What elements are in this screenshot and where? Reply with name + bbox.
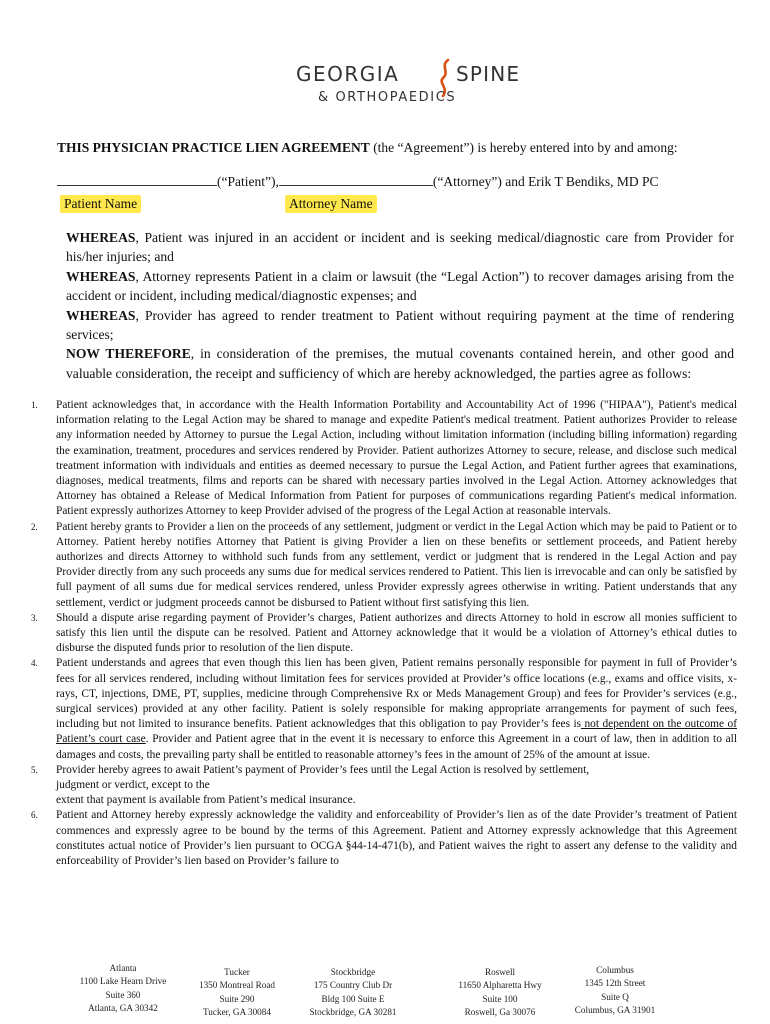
attorney-name-blank[interactable] bbox=[279, 173, 433, 186]
recital-text: , Attorney represents Patient in a claim or lawsuit (the “Legal Action”) to recover damages arising from the accident or incident, including medical/diagnostic expenses; and bbox=[66, 268, 734, 304]
office-address: 11650 Alpharetta Hwy bbox=[458, 980, 542, 991]
recital-keyword: WHEREAS bbox=[66, 307, 136, 323]
recital bbox=[66, 267, 734, 306]
clause-4 bbox=[0, 656, 770, 762]
office-suite: Suite 290 bbox=[219, 993, 255, 1004]
recital bbox=[66, 228, 734, 267]
office-tucker bbox=[182, 966, 292, 1020]
clause-number: 4. bbox=[31, 658, 38, 669]
office-name: Roswell bbox=[484, 967, 516, 977]
clause-line: judgment or verdict, except to the bbox=[56, 779, 210, 792]
clause-number: 6. bbox=[31, 810, 38, 821]
office-city: Columbus, GA 31901 bbox=[574, 1005, 656, 1016]
office-roswell bbox=[440, 966, 560, 1020]
office-suite: Suite 100 bbox=[482, 993, 518, 1004]
clause-text: Patient and Attorney hereby expressly acknowledge the validity and enforceability of Provider’s lien as of the date Provider’s treatment of Patient commences and expressly agree to be bound by the terms of this Agreement. Patient and Attorney expressly acknowledge that this Agreement constitutes actual notice of Provider’s lien pursuant to OCGA §44-14-471(b), and Patient waives the right to assert any defense to the validity and enforceability of Provider’s lien based on Provider’s failure to bbox=[56, 809, 737, 868]
office-address: 1100 Lake Hearn Drive bbox=[79, 976, 167, 987]
clause-text-part: . Provider and Patient agree that in the event it is necessary to enforce this Agreement in a court of law, then in addition to all damages and costs, the prevailing party shall be entitled to reasonable attorney’s fees in the amount of 25% of the amount at issue. bbox=[56, 733, 737, 761]
recital-text: , Patient was injured in an accident or incident and is seeking medical/diagnostic care from Provider for his/her injuries; and bbox=[66, 230, 734, 265]
clause-text-underlined: not dependent on the outcome of Patient’s court case bbox=[56, 718, 737, 746]
clause-number: 1. bbox=[31, 400, 38, 410]
company-logo bbox=[296, 62, 521, 112]
clause-6 bbox=[0, 808, 770, 869]
clause-text: Patient acknowledges that, in accordance with the Health Information Portability and Accountability Act of 1996 ("HIPAA"), Patient's medical information relating to the Legal Action may be shared to manage and expedite Patient's medical treatment. Patient authorizes Provider to release any information needed by Attorney to pursue the Legal Action, including without limitation information (including billing information) regarding the examination, treatment, procedures and services rendered by Provider. Patient authorizes Attorney to secure, release, and disclose such medical treatment information with individuals and entities as deemed necessary to pursue the Legal Action, and Patient further agrees that examinations, diagnoses, medical treatments, films and reports can be shared with necessary parties involved in the Legal Action. Attorney acknowledges that Attorney has obtained a Release of Medical Information from Patient for purposes of communications regarding Patient's medical information. Patient expressly authorizes Attorney to keep Provider advised of the progress of the Legal Action at reasonable intervals. bbox=[56, 399, 737, 518]
recital-text: , Provider has agreed to render treatment to Patient without requiring payment at the time of rendering services; bbox=[66, 307, 734, 343]
office-city: Roswell, Ga 30076 bbox=[464, 1007, 536, 1018]
recital-text: , in consideration of the premises, the mutual covenants contained herein, and other good and valuable consideration, the receipt and sufficiency of which are hereby acknowledged, the parties agree as follows: bbox=[66, 346, 734, 381]
logo-georgia: GEORGIA bbox=[296, 62, 400, 86]
party-line bbox=[57, 173, 658, 190]
recital-keyword: WHEREAS bbox=[66, 268, 136, 284]
office-name: Atlanta bbox=[109, 963, 137, 973]
office-name: Tucker bbox=[224, 967, 250, 977]
office-suite: Bldg 100 Suite E bbox=[321, 993, 385, 1004]
office-name: Stockbridge bbox=[330, 967, 376, 977]
patient-name-field[interactable]: Patient Name bbox=[60, 195, 141, 213]
logo-orthopaedics: & ORTHOPAEDICS bbox=[318, 90, 457, 105]
agreement-title-bold: THIS PHYSICIAN PRACTICE LIEN AGREEMENT bbox=[57, 140, 370, 155]
patient-name-blank[interactable] bbox=[57, 173, 217, 186]
clause-number: 5. bbox=[31, 764, 38, 775]
patient-label: (“Patient”), bbox=[217, 174, 279, 189]
office-suite: Suite Q bbox=[601, 991, 629, 1002]
recital-keyword: NOW THEREFORE bbox=[66, 346, 191, 362]
office-locations bbox=[0, 962, 770, 1024]
clause-5 bbox=[0, 763, 770, 809]
office-address: 1345 12th Street bbox=[584, 978, 646, 989]
office-name: Columbus bbox=[596, 965, 634, 975]
clause-3 bbox=[0, 611, 770, 657]
recital-keyword: WHEREAS bbox=[66, 230, 136, 245]
recital bbox=[66, 344, 734, 383]
clause-line: Provider hereby agrees to await Patient’s payment of Provider’s fees until the Legal Action is resolved by settlement, bbox=[56, 763, 590, 776]
clause-number: 2. bbox=[31, 521, 38, 532]
recital bbox=[66, 306, 734, 345]
agreement-title bbox=[57, 140, 678, 156]
clause-text bbox=[56, 763, 737, 809]
office-atlanta bbox=[68, 962, 178, 1016]
clause-text bbox=[56, 656, 737, 762]
office-address: 1350 Montreal Road bbox=[198, 980, 276, 991]
office-columbus bbox=[560, 964, 670, 1018]
office-city: Atlanta, GA 30342 bbox=[88, 1003, 158, 1014]
clause-2 bbox=[0, 520, 770, 611]
logo-spine: SPINE bbox=[456, 62, 521, 86]
clause-text-part: Patient understands and agrees that even though this lien has been given, Patient remains personally responsible for payment in full of Provider’s fees for all services rendered, including without limitation fees for services provided at Provider’s office locations (e.g., exams and office visits, x-rays, CT, injections, DME, PT, supplies, medicine through Comprehensive Rx or Meds Management Group) and fees for Provider’s services (e.g., surgical services) provided at any other facility. Patient is solely responsible for making appropriate arrangements for payment of such fees, including but not limited to insurance benefits. Patient acknowledges that this obligation to pay Provider’s fees is bbox=[56, 657, 737, 731]
clause-1 bbox=[0, 398, 770, 520]
clause-list bbox=[0, 398, 770, 869]
attorney-label: (“Attorney”) and Erik T Bendiks, MD PC bbox=[432, 174, 659, 189]
recitals bbox=[66, 228, 734, 383]
office-address: 175 Country Club Dr bbox=[313, 980, 393, 991]
agreement-title-rest: (the “Agreement”) is hereby entered into by and among: bbox=[369, 140, 678, 155]
office-stockbridge bbox=[293, 966, 413, 1020]
attorney-name-field[interactable]: Attorney Name bbox=[285, 195, 377, 213]
office-city: Tucker, GA 30084 bbox=[203, 1007, 271, 1018]
clause-number: 3. bbox=[31, 612, 38, 623]
clause-line: extent that payment is available from Patient’s medical insurance. bbox=[56, 794, 356, 807]
office-city: Stockbridge, GA 30281 bbox=[309, 1007, 397, 1018]
clause-text: Should a dispute arise regarding payment of Provider’s charges, Patient authorizes and directs Attorney to hold in escrow all monies sufficient to satisfy this lien until the dispute can be resolved. Patient and Attorney acknowledge that it would be a violation of Attorney’s ethical duties to disburse the disputed funds prior to resolution of the lien dispute. bbox=[56, 611, 737, 655]
office-suite: Suite 360 bbox=[105, 989, 141, 1000]
clause-text: Patient hereby grants to Provider a lien on the proceeds of any settlement, judgment or verdict in the Legal Action which may be paid to Patient or to Attorney. Patient hereby notifies Attorney that Patient is giving Provider a lien on these benefits or settlement proceeds, and Patient hereby authorizes and directs Attorney to withhold such funds from any settlement, verdict or judgment that is rendered in the Legal Action and pay Provider directly from any such proceeds any sums due for medical services rendered to Patient. This lien is irrevocable and can only be satisfied by full payment of all sums due for medical services rendered, unless Provider expressly agrees otherwise in writing. Patient understands that any settlement, verdict or judgment proceeds cannot be disbursed to Patient without first satisfying this lien. bbox=[56, 520, 737, 609]
